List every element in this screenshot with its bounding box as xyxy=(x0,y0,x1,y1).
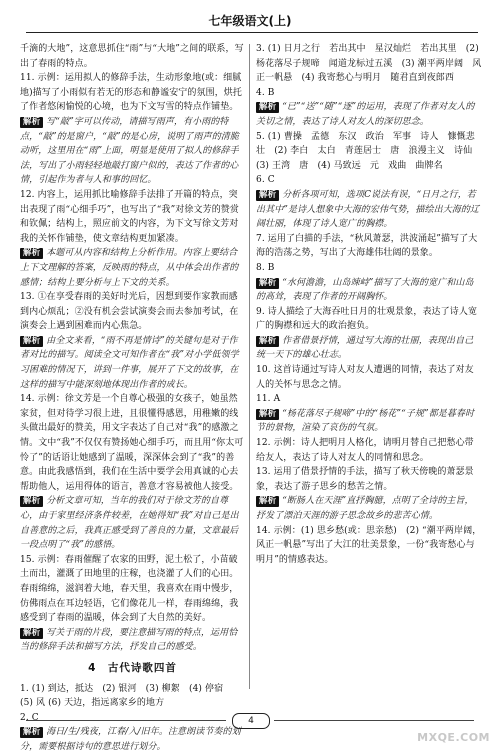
left-column xyxy=(20,42,245,752)
analysis-paragraph xyxy=(256,494,482,523)
page-header-title: 七年级语文(上) xyxy=(208,14,292,28)
header-rule xyxy=(26,32,478,33)
analysis-tag: 解析 xyxy=(20,628,43,639)
item-text: 3. (1) 日月之行 若出其中 星汉灿烂 若出其里 (2) 杨花落尽子规啼 闻道龙标过五溪 (3) 潮平两岸阔 风正一帆悬 (4) 我寄愁心与明月 随君直到夜郎西 xyxy=(256,44,482,84)
watermark: MXQE.COM xyxy=(417,731,490,744)
answer-item xyxy=(256,232,482,261)
analysis-paragraph xyxy=(20,626,245,655)
answer-item xyxy=(20,392,245,494)
answer-item xyxy=(20,42,245,71)
analysis-paragraph xyxy=(20,334,245,392)
item-text: 14. 示例：(1) 思乡愁(或：思亲愁) (2) “潮平两岸阔，风正一帆悬”写出了大江的壮美景象，一份“我寄愁心与明月”的情感表达。 xyxy=(256,525,482,565)
item-text: 作者借景抒情，通过写大海的壮丽，表现出自己统一天下的雄心壮志。 xyxy=(256,335,474,361)
item-text: 12. 示例：诗人把明月人格化，请明月替自己把愁心带给友人，表达了诗人对友人的同情和思念。 xyxy=(256,438,474,463)
analysis-tag: 解析 xyxy=(20,727,43,738)
item-text: 14. 示例：徐文芳是一个自尊心极强的女孩子，她虽然家贫，但对待学习很上进，且很懂得感恩，用稚嫩的线头做出最好的赞美，用文字表达了自己对“我”的感激之情。文中“我”不仅仅有赞扬她心细手巧，而且用“你太可怜了”的话语让她感到了温暖，深深体会到了“我”的善意。由此我感悟到，我们在生活中要学会用真诚的心去帮助他人，运用得体的语言，善意才容易被他人接受。 xyxy=(20,394,244,492)
answer-item xyxy=(20,553,245,626)
analysis-paragraph xyxy=(256,100,482,129)
answer-item xyxy=(20,711,245,726)
item-text: 12. 内容上，运用抓比喻修辞手法排了开篇的特点，突出表现了雨“心细手巧”，也写出了“我”对徐文芳的赞赏和钦佩；结构上，照应前文的内容，为下文写徐文芳对我的关怀作铺垫，使文章结构更加紧凑。 xyxy=(20,189,240,244)
answer-item xyxy=(256,261,482,276)
analysis-paragraph xyxy=(256,407,482,436)
answer-item xyxy=(20,290,245,334)
item-text: “已”“送”“随”“逐”的运用，表现了作者对友人的关切之情，表达了诗人对友人的深切思念。 xyxy=(256,102,475,127)
analysis-tag: 解析 xyxy=(20,117,43,128)
column-divider xyxy=(249,44,250,689)
analysis-paragraph xyxy=(20,725,245,754)
answer-item xyxy=(256,86,482,101)
footer-rule-right xyxy=(274,720,474,721)
answer-item xyxy=(256,392,482,407)
item-text: 15. 示例：春雨催醒了农家的田野，泥土松了，小苗破土而出，灌溉了田地里的庄稼，也浇灌了人们的心田。春雨绵绵，滋润着大地，春天里，我喜欢在雨中慢步，仿佛雨点在耳边轻语，它们像花儿一样，春雨绵绵，我感受到了春雨的温暖，体会到了大自然的美好。 xyxy=(20,554,239,624)
analysis-tag: 解析 xyxy=(256,102,279,113)
item-text: 海日/生/残夜，江春/入/旧年。注意朗读节奏的划分，需要根据诗句的意思进行划分。 xyxy=(20,727,241,752)
answer-item xyxy=(256,130,482,174)
answer-item xyxy=(20,188,245,246)
analysis-paragraph xyxy=(256,334,482,363)
item-text: 由全文来看，“雨不再是情诗”的关键句是对于作者对比的描写。阅读全文可知作者在“我”对小学低领学习困难的情况下，讲到一件事，展开了下文的故事，在这样的描写中能深刻地体现出作者的成长。 xyxy=(20,335,239,390)
analysis-tag: 解析 xyxy=(20,336,43,347)
answer-item xyxy=(256,465,482,494)
analysis-tag: 解析 xyxy=(256,336,279,347)
analysis-paragraph xyxy=(256,188,482,232)
analysis-tag: 解析 xyxy=(256,278,279,289)
answer-item xyxy=(256,42,482,86)
analysis-paragraph xyxy=(20,494,245,552)
item-text: 6. C xyxy=(256,175,275,186)
item-text: “断肠人在天涯”直抒胸臆，点明了全诗的主旨，抒发了漂泊天涯的游子思念故乡的悲苦心情。 xyxy=(256,496,474,521)
item-text: 分析各项可知，选项C说法有误，“日月之行，若出其中”是诗人想象中大海的宏伟气势，描绘出大海的辽阔壮丽，体现了诗人宽广的胸襟。 xyxy=(256,189,480,230)
item-text: 10. 这首诗通过写诗人对友人遭遇的同情，表达了对友人的关怀与思念之情。 xyxy=(256,365,474,390)
answer-item xyxy=(256,524,482,568)
answer-item xyxy=(20,71,245,115)
answer-item xyxy=(256,436,482,465)
answer-item xyxy=(256,305,482,334)
item-text: 1. (1) 到达，抵达 (2) 银河 (3) 柳絮 (4) 停宿 (5) 风 (6) 天边，指远离家乡的地方 xyxy=(20,683,233,709)
footer-rule-left xyxy=(26,720,226,721)
answer-item xyxy=(256,363,482,392)
page-header xyxy=(0,10,500,34)
item-text: 13. ①在享受春雨的美好时光后，因想到要作家教而感到内心烦乱；②没有机会尝试演奏会而去参加考试，在演奏会上遇到困难而内心焦急。 xyxy=(20,292,239,332)
right-column xyxy=(256,42,482,692)
item-text: 5. (1) 曹操 孟德 东汉 政治 军事 诗人 慷慨悲壮 (2) 李白 太白 青莲居士 唐 浪漫主义 诗仙 (3) 王湾 唐 (4) 马致远 元 戏曲 曲牌名 xyxy=(256,131,482,171)
analysis-tag: 解析 xyxy=(256,190,279,201)
item-text: 千滴的大地”，这意思抓住“雨”与“大地”之间的联系，写出了春雨的特点。 xyxy=(20,44,244,69)
page-number: 4 xyxy=(232,713,270,729)
item-text: 本题可从内容和结构上分析作用。内容上要结合上下文理解的答案，反映雨的特点，从中体会出作者的感情；结构上要分析与上下文的关系。 xyxy=(20,248,239,288)
item-text: “杨花落尽子规啼”中的“杨花”“子规”都是暮春时节的景物，渲染了哀伤的气氛。 xyxy=(256,408,475,434)
item-text: 11. A xyxy=(256,394,281,405)
analysis-tag: 解析 xyxy=(20,496,43,507)
analysis-tag: 解析 xyxy=(256,496,279,507)
item-text: 9. 诗人描绘了大海吞吐日月的壮观景象，表达了诗人宽广的胸襟和远大的政治抱负。 xyxy=(256,306,478,332)
item-text: 8. B xyxy=(256,262,275,273)
analysis-paragraph xyxy=(20,246,245,290)
analysis-paragraph xyxy=(256,276,482,305)
analysis-paragraph xyxy=(20,115,245,188)
item-text: 4. B xyxy=(256,87,275,98)
answer-item xyxy=(20,682,245,711)
item-text: 写关于雨的片段，要注意描写雨的特点，运用恰当的修辞手法和描写方法，抒发自己的感受。 xyxy=(20,627,238,653)
item-text: 2. C xyxy=(20,712,39,723)
section-title: 4 古代诗歌四首 xyxy=(88,661,177,674)
item-text: 11. 示例：运用拟人的修辞手法，生动形象地(或：细腻地)描写了小雨似有若无的形态和静谧安宁的氛围，烘托了作者悠闲愉悦的心境，也为下文写雪的特点作铺垫。 xyxy=(20,73,243,113)
analysis-tag: 解析 xyxy=(256,409,279,420)
item-text: 7. 运用了白描的手法，“秋风萧瑟，洪波涌起”描写了大海的浩荡之势，写出了大海雄伟壮阔的景象。 xyxy=(256,233,478,259)
item-text: “水何澹澹，山岛竦峙”描写了大海的宽广和山岛的高耸，表现了作者的开阔胸怀。 xyxy=(256,277,474,303)
item-text: 写“敲”字可以传动，请描写雨声，有小雨的特点，“敲”的是窗户，“敲”的是心房，说明了雨声的清脆动听，这里用在“雨”上面，明显是使用了拟人的修辞手法，写出了小雨轻轻地敲打窗户似的，表达了作者的心情，引起作为者与人和事的回忆。 xyxy=(20,116,240,186)
item-text: 分析文章可知，当年的我们对于徐文芳的自尊心，由于家里经济条件较差，在她得知“我”对自己是出自善意的之后，我真正感受到了善良的力量，文章最后一段点明了“我”的感悟。 xyxy=(20,496,239,551)
analysis-tag: 解析 xyxy=(20,248,43,259)
item-text: 13. 运用了借景抒情的手法，描写了秋天傍晚的萧瑟景象，表达了游子思乡的愁苦之情。 xyxy=(256,467,474,492)
answer-item xyxy=(256,173,482,188)
